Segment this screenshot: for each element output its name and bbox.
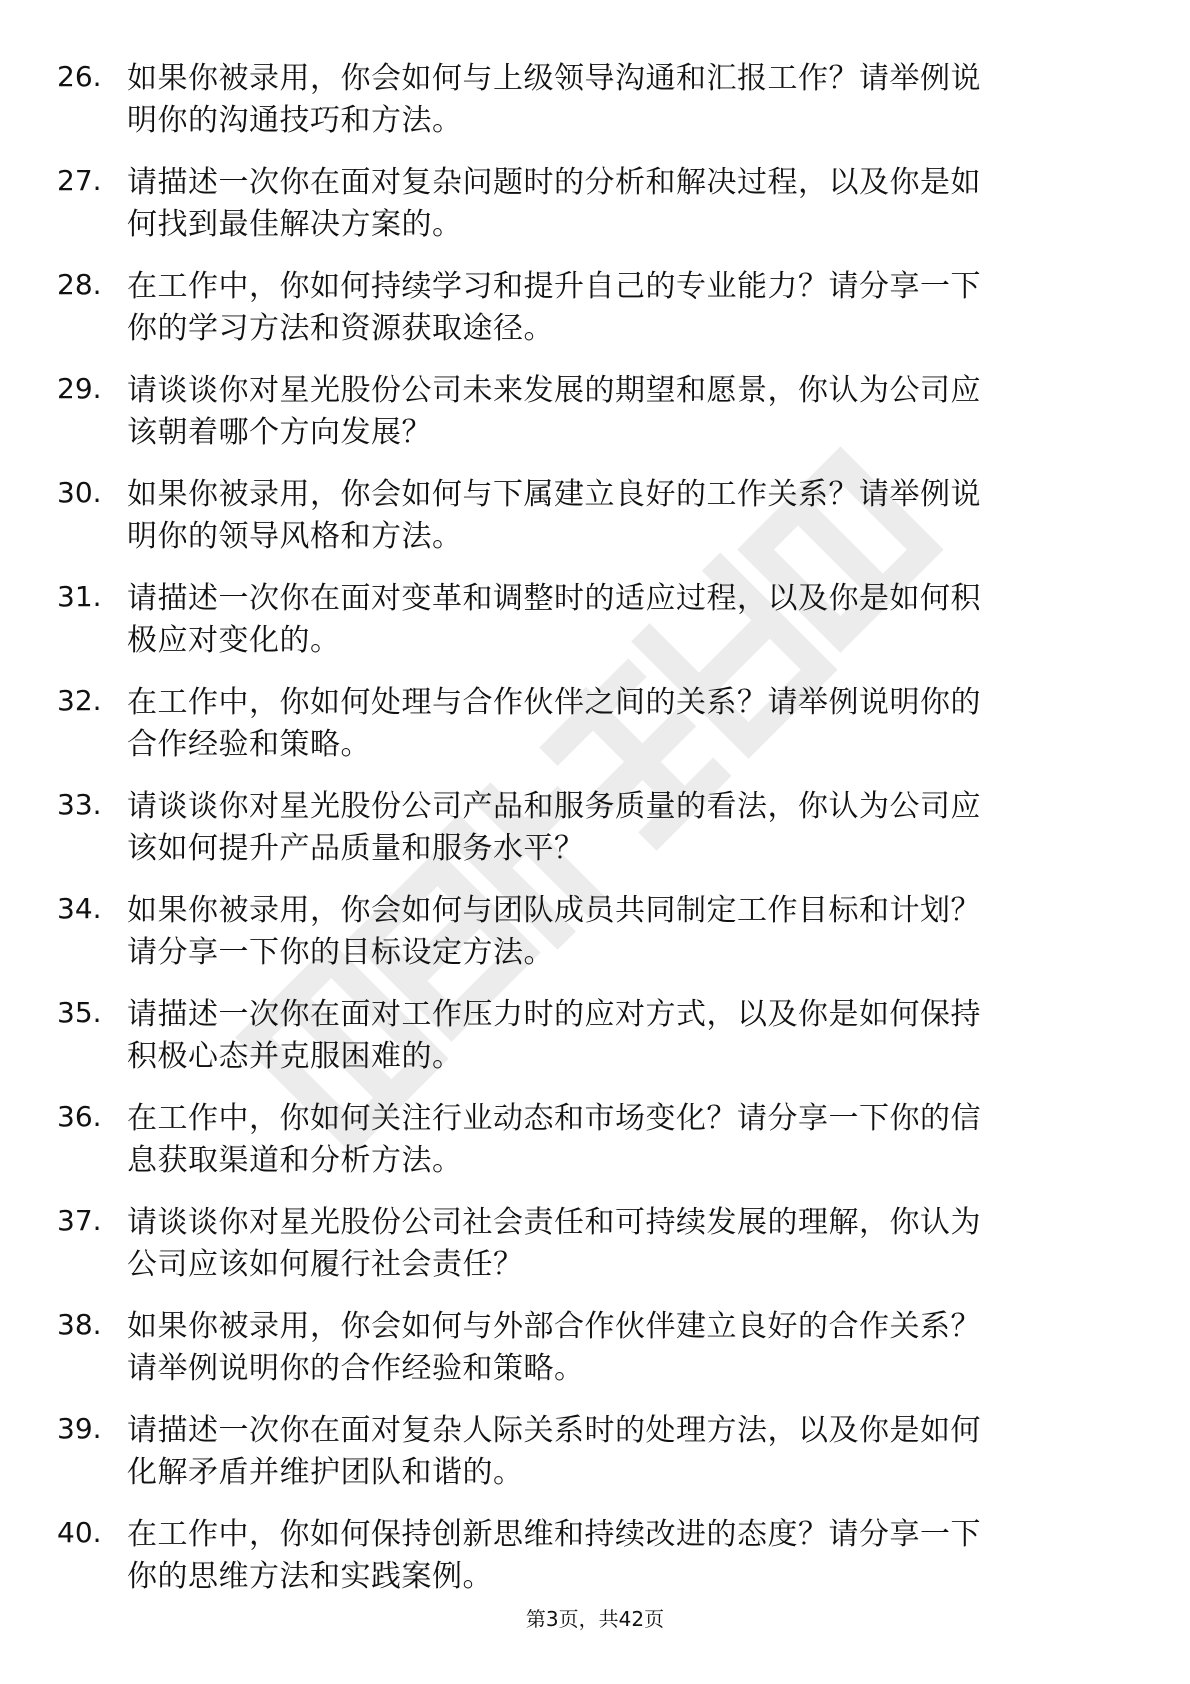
- question-item: [0, 1194, 1190, 1298]
- question-text-line: 请谈谈你对星光股份公司社会责任和可持续发展的理解，你认为: [127, 1205, 981, 1240]
- question-item: [0, 258, 1190, 362]
- question-text: [127, 162, 1127, 246]
- question-text: [127, 890, 1127, 974]
- question-number: 26.: [57, 60, 102, 93]
- question-text: [127, 1410, 1127, 1494]
- question-text: [127, 1202, 1127, 1286]
- question-number: 35.: [57, 996, 102, 1029]
- question-text: [127, 578, 1127, 662]
- question-number: 34.: [57, 892, 102, 925]
- question-text: [127, 994, 1127, 1078]
- question-text-line: 请举例说明你的合作经验和策略。: [127, 1351, 585, 1386]
- question-text-line: 如果你被录用，你会如何与外部合作伙伴建立良好的合作关系？: [127, 1309, 981, 1344]
- question-text: [127, 1306, 1127, 1390]
- question-number: 32.: [57, 684, 102, 717]
- question-text-line: 息获取渠道和分析方法。: [127, 1143, 463, 1178]
- question-text-line: 你的学习方法和资源获取途径。: [127, 311, 554, 346]
- question-text-line: 明你的沟通技巧和方法。: [127, 103, 463, 138]
- question-number: 39.: [57, 1412, 102, 1445]
- question-text: [127, 474, 1127, 558]
- question-number: 31.: [57, 580, 102, 613]
- question-list: [0, 50, 1190, 1610]
- question-number: 37.: [57, 1204, 102, 1237]
- question-item: [0, 466, 1190, 570]
- question-text-line: 请谈谈你对星光股份公司产品和服务质量的看法，你认为公司应: [127, 789, 981, 824]
- question-item: [0, 1090, 1190, 1194]
- question-text-line: 在工作中，你如何关注行业动态和市场变化？请分享一下你的信: [127, 1101, 981, 1136]
- question-text-line: 该朝着哪个方向发展？: [127, 415, 432, 450]
- question-text-line: 请描述一次你在面对复杂人际关系时的处理方法，以及你是如何: [127, 1413, 981, 1448]
- question-number: 38.: [57, 1308, 102, 1341]
- question-text-line: 极应对变化的。: [127, 623, 341, 658]
- question-text-line: 明你的领导风格和方法。: [127, 519, 463, 554]
- question-item: [0, 986, 1190, 1090]
- question-number: 29.: [57, 372, 102, 405]
- question-item: [0, 1298, 1190, 1402]
- question-text-line: 该如何提升产品质量和服务水平？: [127, 831, 585, 866]
- question-number: 30.: [57, 476, 102, 509]
- question-item: [0, 570, 1190, 674]
- question-text-line: 请描述一次你在面对工作压力时的应对方式，以及你是如何保持: [127, 997, 981, 1032]
- question-text-line: 请描述一次你在面对变革和调整时的适应过程，以及你是如何积: [127, 581, 981, 616]
- question-item: [0, 778, 1190, 882]
- question-number: 36.: [57, 1100, 102, 1133]
- question-item: [0, 362, 1190, 466]
- question-item: [0, 50, 1190, 154]
- question-item: [0, 882, 1190, 986]
- question-item: [0, 154, 1190, 258]
- question-text-line: 何找到最佳解决方案的。: [127, 207, 463, 242]
- question-text: [127, 266, 1127, 350]
- page-footer: [0, 1606, 1190, 1632]
- question-text-line: 在工作中，你如何持续学习和提升自己的专业能力？请分享一下: [127, 269, 981, 304]
- question-item: [0, 1506, 1190, 1610]
- question-text-line: 你的思维方法和实践案例。: [127, 1559, 493, 1594]
- question-number: 33.: [57, 788, 102, 821]
- question-text: [127, 786, 1127, 870]
- question-text-line: 合作经验和策略。: [127, 727, 371, 762]
- page-number-label: 第3页，共42页: [525, 1607, 665, 1631]
- question-text-line: 请描述一次你在面对复杂问题时的分析和解决过程，以及你是如: [127, 165, 981, 200]
- question-text-line: 公司应该如何履行社会责任？: [127, 1247, 524, 1282]
- question-text-line: 如果你被录用，你会如何与上级领导沟通和汇报工作？请举例说: [127, 61, 981, 96]
- question-text-line: 如果你被录用，你会如何与团队成员共同制定工作目标和计划？: [127, 893, 981, 928]
- question-text: [127, 1514, 1127, 1598]
- question-text-line: 请分享一下你的目标设定方法。: [127, 935, 554, 970]
- question-text: [127, 58, 1127, 142]
- question-number: 27.: [57, 164, 102, 197]
- question-text-line: 积极心态并克服困难的。: [127, 1039, 463, 1074]
- question-item: [0, 1402, 1190, 1506]
- question-number: 28.: [57, 268, 102, 301]
- question-text-line: 化解矛盾并维护团队和谐的。: [127, 1455, 524, 1490]
- question-text: [127, 370, 1127, 454]
- question-text-line: 在工作中，你如何处理与合作伙伴之间的关系？请举例说明你的: [127, 685, 981, 720]
- question-number: 40.: [57, 1516, 102, 1549]
- question-text-line: 在工作中，你如何保持创新思维和持续改进的态度？请分享一下: [127, 1517, 981, 1552]
- question-text-line: 如果你被录用，你会如何与下属建立良好的工作关系？请举例说: [127, 477, 981, 512]
- question-text: [127, 1098, 1127, 1182]
- question-item: [0, 674, 1190, 778]
- question-text-line: 请谈谈你对星光股份公司未来发展的期望和愿景，你认为公司应: [127, 373, 981, 408]
- question-text: [127, 682, 1127, 766]
